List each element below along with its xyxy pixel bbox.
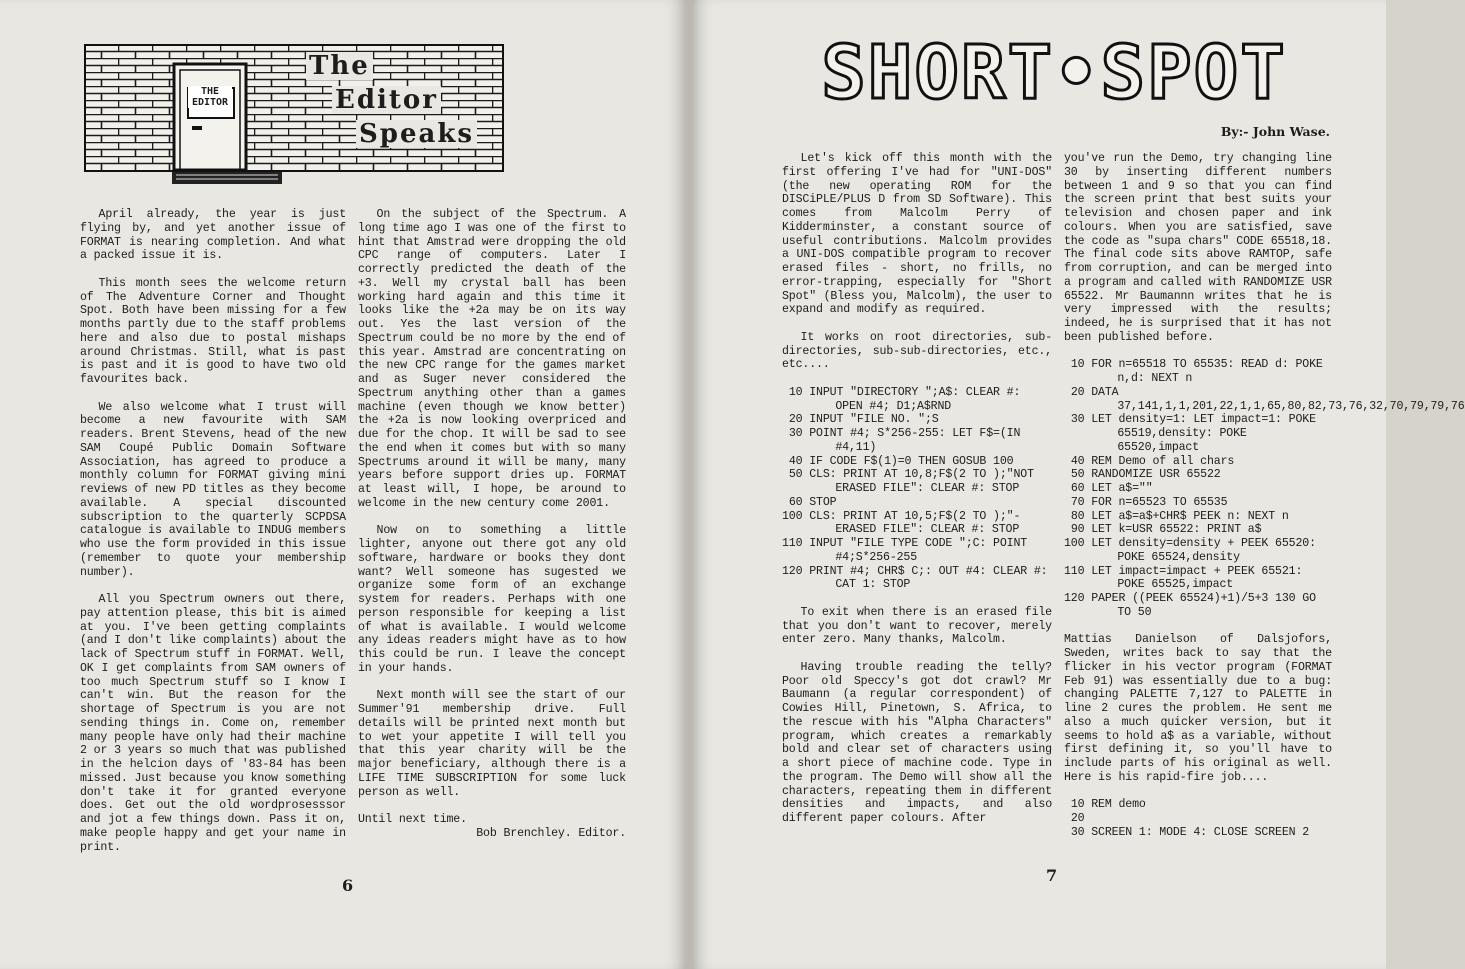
right-page xyxy=(692,0,1465,969)
code-line: 30 POINT #4; S*256-255: LET F$=(IN #4,11) xyxy=(782,427,1028,454)
code-line: 120 PAPER ((PEEK 65524)+1)/5+3 130 GO TO 50 xyxy=(1064,592,1323,619)
code-line: 40 IF CODE F$(1)=0 THEN GOSUB 100 xyxy=(782,454,1014,468)
paragraph: On the subject of the Spectrum. A long time ago I was one of the first to hint that Amstrad were dropping the old CPC range of computers. Later I correctly predicted the death of the +3. Well my crystal ball has been working hard again and this time it looks like the +2a may be on its way out. Yes the last version of the Spectrum could be no more by the end of this year. Amstrad are concentrating on the new CPC range for the games market and as Suger never considered the Spectrum anything other than a games machine (even though we know better) the +2a is now looking overpriced and due for the chop. It will be sad to see the end when it comes but with so many Spectrums around it will be many, many years before support dries up. FORMAT at least will, I hope, be around to welcome in the new century come 2001. xyxy=(358,208,626,510)
code-listing-undelete xyxy=(782,385,1055,592)
paragraph: To exit when there is an erased file that you don't want to recover, merely enter zero. Many thanks, Malcolm. xyxy=(782,605,1052,647)
right-column-2 xyxy=(1064,152,1465,853)
code-line: 20 INPUT "FILE NO. ";S xyxy=(782,413,939,427)
code-line: 100 LET density=density + PEEK 65520: POKE 65524,density xyxy=(1064,537,1323,564)
byline: By:- John Wase. xyxy=(1220,124,1330,139)
left-column-1 xyxy=(80,208,346,868)
code-line: 60 STOP xyxy=(782,495,837,509)
code-line: 30 SCREEN 1: MODE 4: CLOSE SCREEN 2 xyxy=(1064,825,1310,839)
short-spot-title-text: SHORT•SPOT xyxy=(821,30,1287,116)
paragraph: Now on to something a little lighter, anyone out there got any old software, hardware or books they dont want? Well someone has sugested we organize some form of an exchange system for readers. Perhaps with one person responsible for keeping a list of what is available. I would welcome any ideas readers might have as to how this could be run. I leave the concept in your hands. xyxy=(358,524,626,675)
paragraph: Let's kick off this month with the first offering I've had for "UNI-DOS" (the new operating ROM for the DISCiPLE/PLUS D from SD Software). This comes from Malcolm Perry of Kidderminster, a constant source of useful contributions. Malcolm provides a UNI-DOS compatible program to recover erased files - short, no frills, no error-trapping, especially for "Short Spot" (Bless you, Malcolm), the user to expand and modify as required. xyxy=(782,152,1052,317)
code-line: 20 xyxy=(1064,812,1085,825)
editor-signature: Bob Brenchley. Editor. xyxy=(476,826,626,840)
paragraph: Having trouble reading the telly? Poor old Speccy's got dot crawl? Mr Baumann (a regular correspondent) of Cowies Hill, Pinetown, S. Africa, to the rescue with his "Alpha Characters" program, which creates a remarkably bold and clear set of characters using a short piece of machine code. Type in the program. The Demo will show all the characters, repeating them in different densities and impacts, and also different paper colours. After xyxy=(782,660,1052,825)
code-listing-alpha-chars xyxy=(1064,358,1465,619)
code-listing-demo xyxy=(1064,798,1332,839)
code-line: 50 RANDOMIZE USR 65522 xyxy=(1064,468,1221,482)
code-line: 10 REM demo xyxy=(1064,798,1146,812)
code-line: 100 CLS: PRINT AT 10,5;F$(2 TO );"-ERASED FILE": CLEAR #: STOP xyxy=(782,509,1021,537)
paragraph: It works on root directories, sub-directories, sub-sub-directories, etc., etc.... xyxy=(782,330,1052,372)
code-line: 10 FOR n=65518 TO 65535: READ d: POKE n,d: NEXT n xyxy=(1064,358,1330,385)
code-line: 30 LET density=1: LET impact=1: POKE 65519,density: POKE 65520,impact xyxy=(1064,413,1323,454)
brick-wall-illustration xyxy=(84,44,504,186)
paragraph: Next month will see the start of our Summer'91 membership drive. Full details will be printed next month but to wet your appetite I will tell you that this year charity will be the major beneficiary, although there is a LIFE TIME SUBSCRIPTION for some luck person as well. xyxy=(358,689,626,799)
banner-word-editor: Editor xyxy=(332,86,441,114)
code-line: 20 DATA 37,141,1,1,201,22,1,1,65,80,82,73,76,32,70,79,79,76 xyxy=(1064,385,1465,413)
code-line: 80 LET a$=a$+CHR$ PEEK n: NEXT n xyxy=(1064,509,1289,523)
paragraph: Until next time. xyxy=(358,813,467,826)
paragraph: We also welcome what I trust will become a new favourite with SAM readers. Brent Stevens, head of the new SAM Coupé Public Domain Software Association, has agreed to produce a monthly column for FORMAT giving mini reviews of new PD titles as they become available. A special discounted subscription to the quarterly SCPDSA catalogue is available to INDUG members who use the form provided in this issue (remember to quote your membership number). xyxy=(80,400,346,579)
code-line: 120 PRINT #4; CHR$ C;: OUT #4: CLEAR #: CAT 1: STOP xyxy=(782,564,1055,592)
left-column-2 xyxy=(358,208,626,854)
code-line: 60 LET a$="" xyxy=(1064,482,1153,495)
left-page xyxy=(0,0,686,969)
paragraph: April already, the year is just flying by, and yet another issue of FORMAT is nearing completion. And what a packed issue it is. xyxy=(80,208,346,263)
door-sign: THE EDITOR xyxy=(188,86,232,108)
paragraph: you've run the Demo, try changing line 30 by inserting different numbers between 1 and 9 so that you can find the screen print that best suits your television and chosen paper and ink colours. When you are satisfied, save the code as "supa chars" CODE 65518,18. The final code sits above RAMTOP, safe from corruption, and can be merged into a program and called with RANDOMIZE USR 65522. Mr Baumannn writes that he is very impressed with the results; indeed, he is surprised that it has not been published before. xyxy=(1064,152,1332,344)
page-number: 6 xyxy=(342,876,354,895)
code-line: 40 REM Demo of all chars xyxy=(1064,454,1235,468)
paragraph: This month sees the welcome return of The Adventure Corner and Thought Spot. Both have been missing for a few months partly due to the staff problems here and also due to postal mishaps around Christmas. Still, what is past is past and it is good to have two old favourites back. xyxy=(80,276,346,386)
paragraph: Mattias Danielson of Dalsjofors, Sweden, writes back to say that the flicker in his vector program (FORMAT Feb 91) was essentially due to a bug: changing PALETTE 7,127 to PALETTE in line 2 cures the problem. He sent me also a much quicker version, but it seems to hold a$ as a variable, without first defining it, so you'll have to include parts of his original as well. Here is his rapid-fire job.... xyxy=(1064,633,1332,784)
banner-word-speaks: Speaks xyxy=(356,120,477,148)
right-column-1 xyxy=(782,152,1055,840)
code-line: 110 LET impact=impact + PEEK 65521: POKE 65525,impact xyxy=(1064,564,1310,592)
editor-speaks-banner xyxy=(84,44,504,186)
banner-word-the: The xyxy=(306,52,373,80)
code-line: 50 CLS: PRINT AT 10,8;F$(2 TO );"NOT ERASED FILE": CLEAR #: STOP xyxy=(782,468,1041,495)
code-line: 70 FOR n=65523 TO 65535 xyxy=(1064,495,1228,509)
code-line: 10 INPUT "DIRECTORY ";A$: CLEAR #: OPEN #4; D1;A$RND xyxy=(782,385,1028,413)
code-line: 90 LET k=USR 65522: PRINT a$ xyxy=(1064,523,1262,537)
code-line: 110 INPUT "FILE TYPE CODE ";C: POINT #4;S*256-255 xyxy=(782,537,1034,564)
short-spot-title xyxy=(804,30,1304,116)
page-number: 7 xyxy=(1046,866,1058,885)
paragraph: All you Spectrum owners out there, pay attention please, this bit is aimed at you. I've been getting complaints (and I don't like complaints) about the lack of Spectrum stuff in FORMAT. Well, OK I get complaints from SAM owners of too much Spectrum stuff so I know I can't win. But the reason for the shortage of Spectrum is you are not sending things in. Come on, remember many people have only had their machine 2 or 3 years so much that was published in the helcion days of '83-84 has been missed. Just because you know something don't take it for granted everyone does. Get out the old wordprosesssor and jot a few things down. Pass it on, make people happy and get your name in print. xyxy=(80,593,346,854)
